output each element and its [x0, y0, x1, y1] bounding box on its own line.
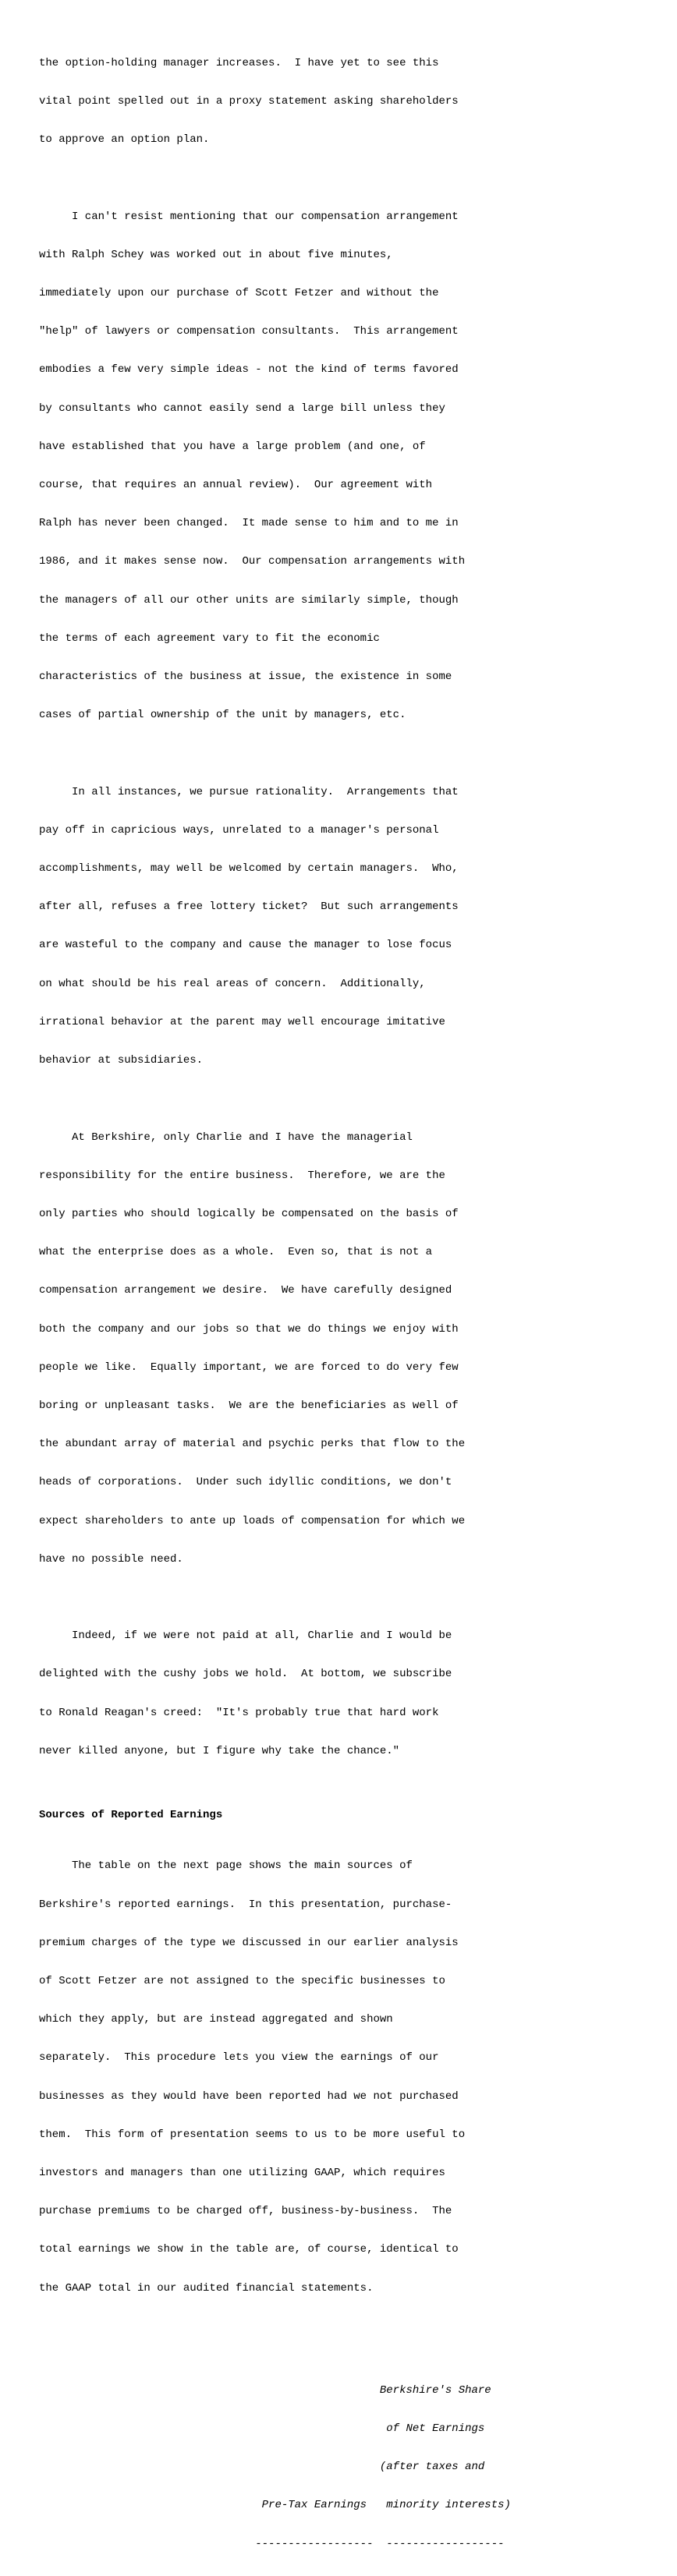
paragraph-spacer: [39, 1821, 663, 1834]
text-line: The table on the next page shows the main sources of: [39, 1859, 413, 1873]
paragraph-option-plan: [39, 31, 663, 172]
text-line: heads of corporations. Under such idyllic conditions, we don't: [39, 1476, 452, 1489]
paragraph-spacer: [39, 172, 663, 184]
paragraph-berkshire-responsibility: [39, 1106, 663, 1591]
text-line: total earnings we show in the table are, of course, identical to: [39, 2243, 459, 2256]
text-line: delighted with the cushy jobs we hold. At bottom, we subscribe: [39, 1668, 452, 1681]
text-line: are wasteful to the company and cause the manager to lose focus: [39, 939, 452, 952]
section-spacer: [39, 2320, 663, 2358]
text-line: only parties who should logically be compensated on the basis of: [39, 1207, 459, 1220]
text-line: by consultants who cannot easily send a large bill unless they: [39, 402, 445, 415]
text-line: irrational behavior at the parent may well encourage imitative: [39, 1015, 445, 1028]
table-header-line: Pre-Tax Earnings minority interests): [39, 2499, 511, 2512]
text-line: what the enterprise does as a whole. Even so, that is not a: [39, 1246, 433, 1259]
table-header-line: Berkshire's Share: [39, 2383, 491, 2397]
text-line: have established that you have a large problem (and one, of: [39, 440, 426, 453]
text-line: Berkshire's reported earnings. In this presentation, purchase-: [39, 1898, 452, 1911]
text-line: expect shareholders to ante up loads of compensation for which we: [39, 1514, 466, 1527]
table-header-line: of Net Earnings: [39, 2422, 485, 2435]
section-spacer: [39, 1783, 663, 1809]
text-line: the GAAP total in our audited financial statements.: [39, 2281, 374, 2295]
text-line: boring or unpleasant tasks. We are the beneficiaries as well of: [39, 1399, 459, 1412]
text-line: to approve an option plan.: [39, 133, 210, 147]
text-line: vital point spelled out in a proxy statement asking shareholders: [39, 95, 459, 108]
text-line: investors and managers than one utilizing GAAP, which requires: [39, 2166, 445, 2179]
text-line: both the company and our jobs so that we do things we enjoy with: [39, 1322, 459, 1336]
document-page: [39, 31, 663, 2576]
text-line: characteristics of the business at issue, the existence in some: [39, 671, 452, 684]
text-line: to Ronald Reagan's creed: "It's probably true that hard work: [39, 1706, 439, 1719]
text-line: course, that requires an annual review). Our agreement with: [39, 479, 433, 492]
text-line: them. This form of presentation seems to us to be more useful to: [39, 2128, 466, 2141]
paragraph-ralph-schey: [39, 185, 663, 748]
text-line: the terms of each agreement vary to fit the economic: [39, 632, 380, 645]
text-line: after all, refuses a free lottery ticket? But such arrangements: [39, 901, 459, 914]
text-line: cases of partial ownership of the unit by managers, etc.: [39, 709, 406, 722]
text-line: have no possible need.: [39, 1552, 183, 1566]
text-line: with Ralph Schey was worked out in about five minutes,: [39, 248, 393, 261]
section-heading: Sources of Reported Earnings: [39, 1808, 223, 1821]
text-line: At Berkshire, only Charlie and I have the managerial: [39, 1131, 413, 1144]
text-line: Indeed, if we were not paid at all, Charlie and I would be: [39, 1629, 452, 1643]
table-column-headers: [39, 2358, 663, 2576]
text-line: the abundant array of material and psychic perks that flow to the: [39, 1438, 466, 1451]
text-line: "help" of lawyers or compensation consultants. This arrangement: [39, 325, 459, 338]
text-line: In all instances, we pursue rationality. Arrangements that: [39, 785, 459, 798]
text-line: Ralph has never been changed. It made sense to him and to me in: [39, 517, 459, 530]
paragraph-reagan-creed: [39, 1604, 663, 1783]
text-line: the managers of all our other units are similarly simple, though: [39, 593, 459, 607]
table-header-line: (after taxes and: [39, 2461, 485, 2474]
paragraph-rationality: [39, 760, 663, 1092]
text-line: premium charges of the type we discussed in our earlier analysis: [39, 1936, 459, 1949]
text-line: people we like. Equally important, we are forced to do very few: [39, 1361, 459, 1374]
paragraph-spacer: [39, 1591, 663, 1604]
text-line: I can't resist mentioning that our compensation arrangement: [39, 210, 459, 223]
text-line: responsibility for the entire business. Therefore, we are the: [39, 1169, 445, 1182]
paragraph-spacer: [39, 1092, 663, 1105]
text-line: compensation arrangement we desire. We have carefully designed: [39, 1284, 452, 1297]
text-line: behavior at subsidiaries.: [39, 1054, 204, 1067]
text-line: immediately upon our purchase of Scott Fetzer and without the: [39, 287, 439, 300]
text-line: of Scott Fetzer are not assigned to the specific businesses to: [39, 1974, 445, 1987]
text-line: embodies a few very simple ideas - not the kind of terms favored: [39, 363, 459, 377]
table-header-rule: ------------------ ------------------: [39, 2537, 505, 2550]
text-line: pay off in capricious ways, unrelated to a manager's personal: [39, 823, 439, 837]
text-line: the option-holding manager increases. I have yet to see this: [39, 56, 439, 69]
text-line: separately. This procedure lets you view the earnings of our: [39, 2051, 439, 2065]
text-line: purchase premiums to be charged off, business-by-business. The: [39, 2205, 452, 2218]
paragraph-spacer: [39, 747, 663, 759]
text-line: businesses as they would have been reported had we not purchased: [39, 2089, 459, 2103]
text-line: 1986, and it makes sense now. Our compensation arrangements with: [39, 555, 466, 568]
text-line: never killed anyone, but I figure why take the chance.": [39, 1744, 400, 1757]
text-line: accomplishments, may well be welcomed by certain managers. Who,: [39, 862, 459, 876]
paragraph-reported-earnings: [39, 1835, 663, 2320]
text-line: on what should be his real areas of concern. Additionally,: [39, 977, 426, 990]
text-line: which they apply, but are instead aggregated and shown: [39, 2013, 393, 2026]
